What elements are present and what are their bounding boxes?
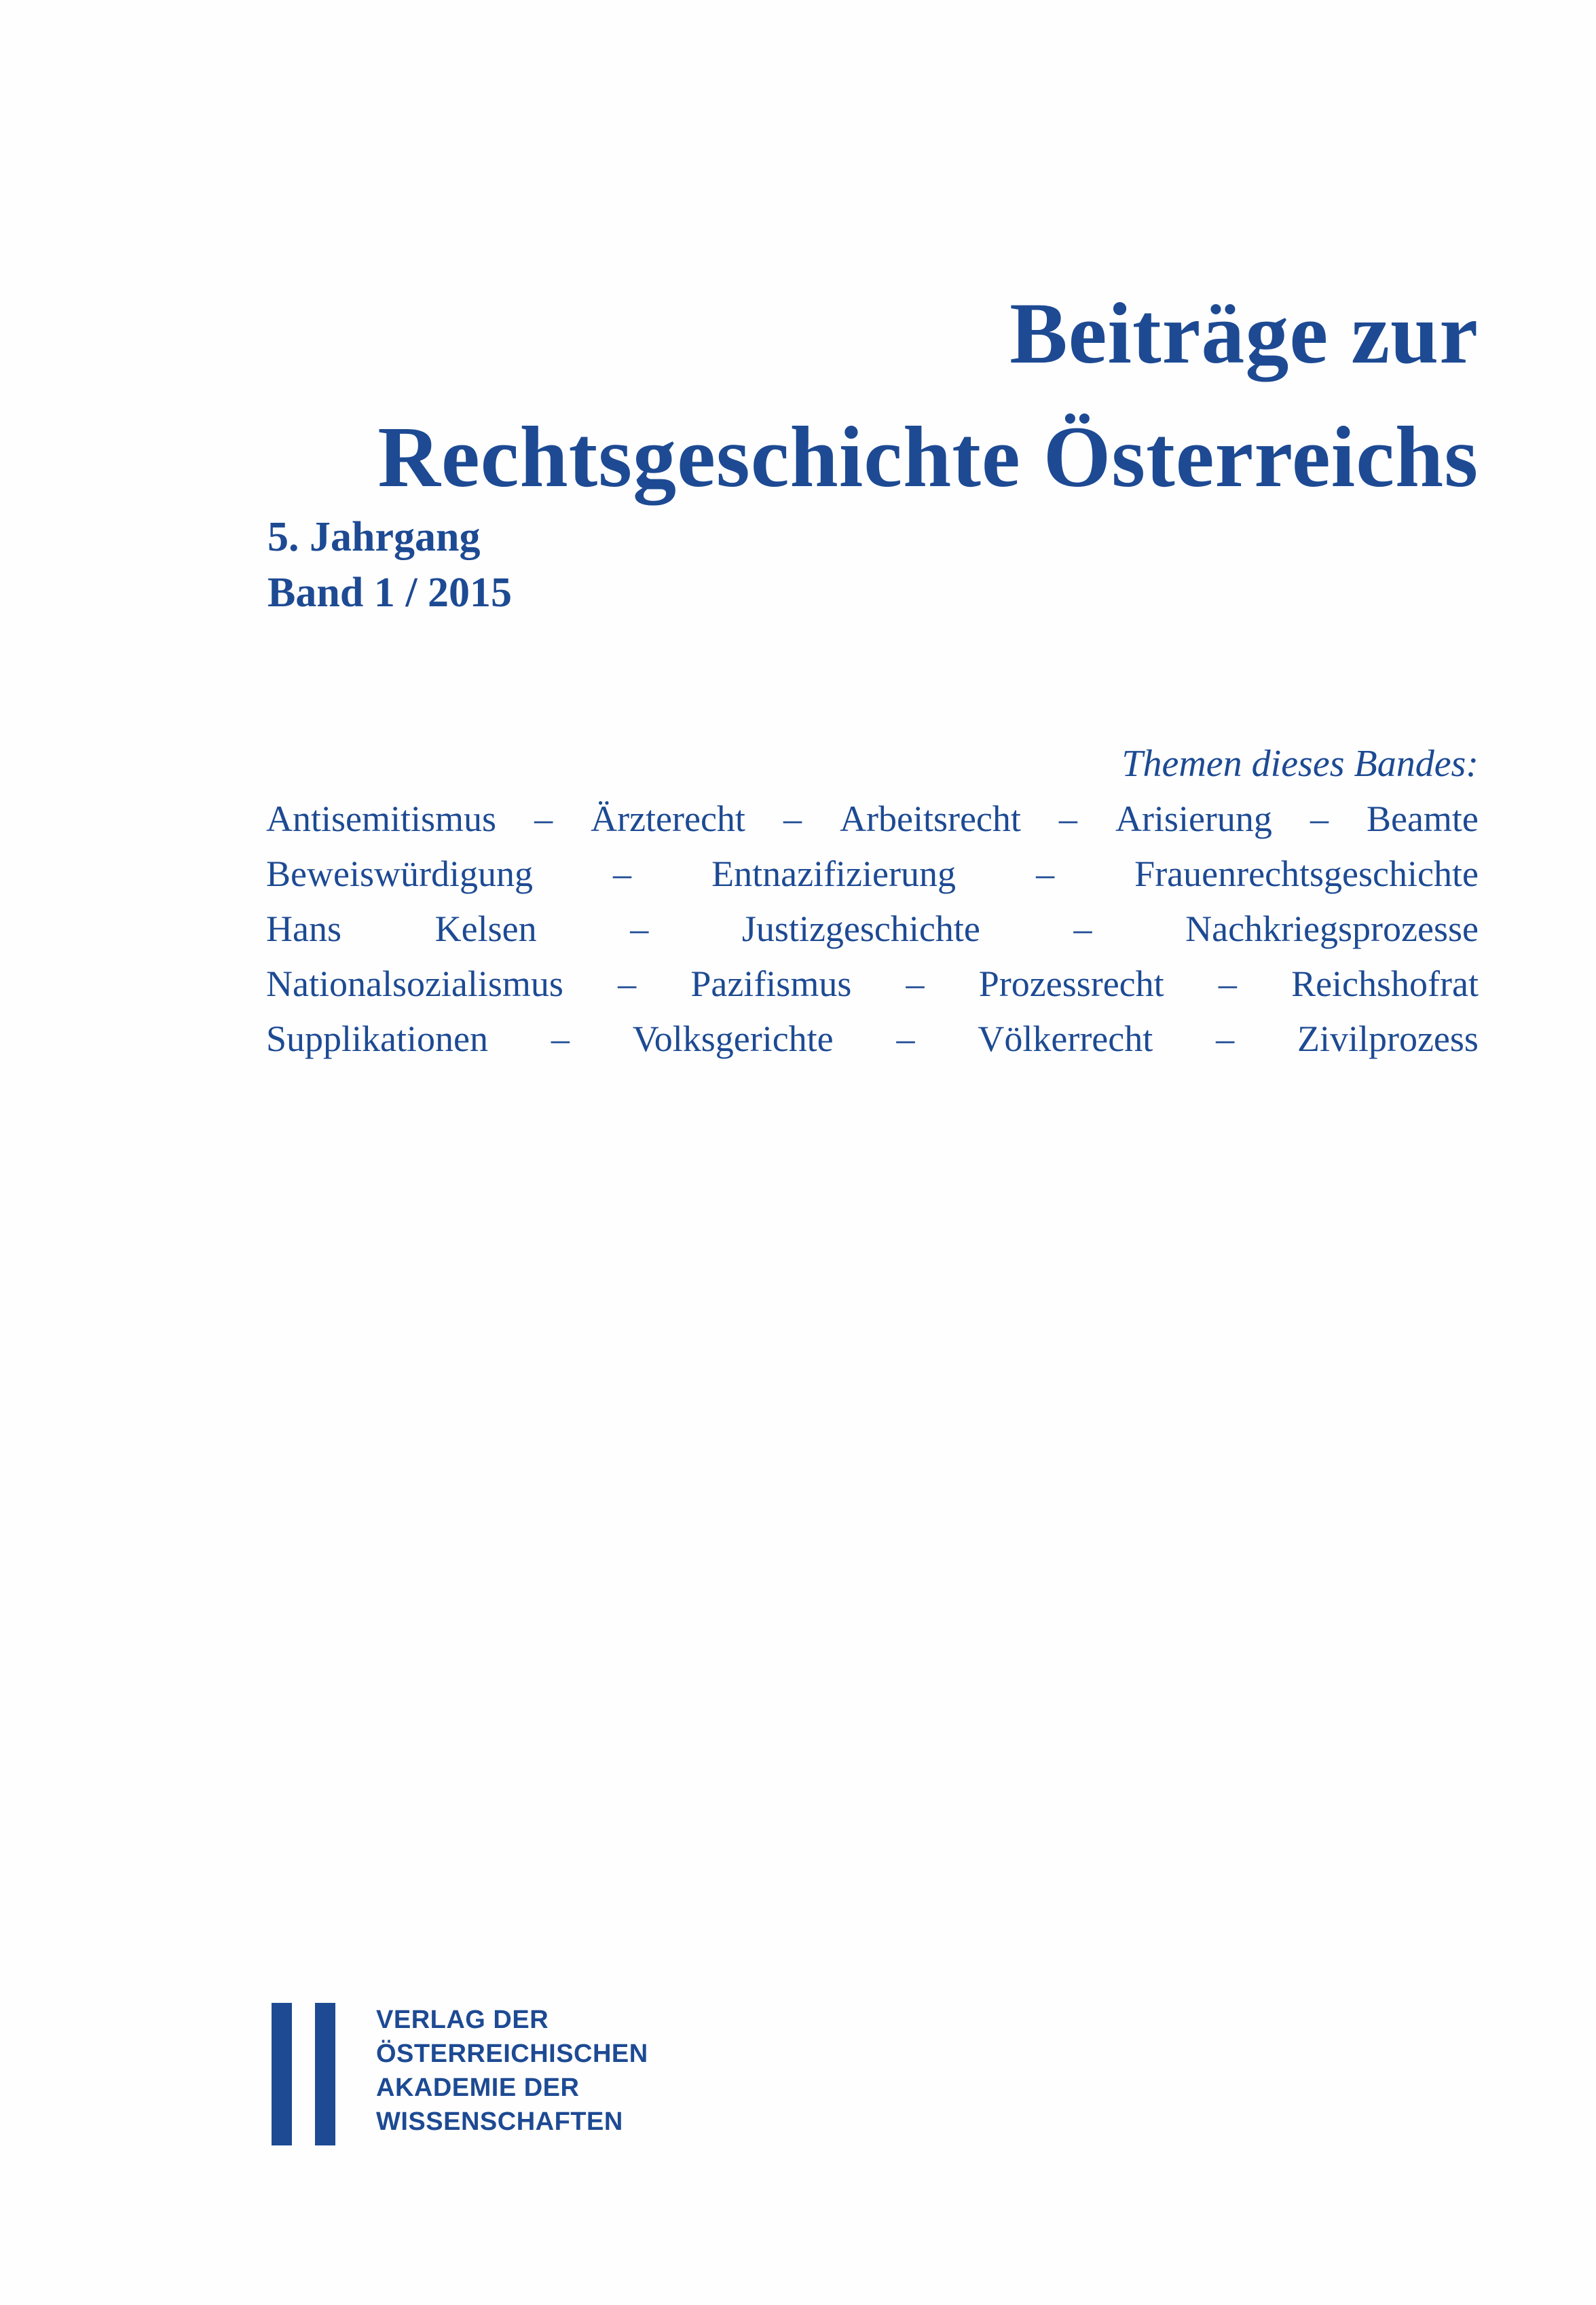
theme-item: Völkerrecht	[978, 1018, 1153, 1059]
theme-item: Arbeitsrecht	[840, 798, 1021, 839]
themes-row-4	[266, 957, 1479, 1012]
theme-item: Nationalsozialismus	[266, 963, 563, 1004]
theme-item: Beamte	[1366, 798, 1479, 839]
publisher-line: ÖSTERREICHISCHEN	[376, 2040, 648, 2068]
theme-separator: –	[1073, 908, 1092, 949]
themes-row-2	[266, 847, 1479, 902]
theme-separator: –	[1036, 853, 1055, 894]
theme-item: Hans	[266, 908, 341, 949]
themes-heading: Themen dieses Bandes:	[1121, 743, 1479, 785]
theme-separator: –	[1216, 1018, 1235, 1059]
theme-item: Beweiswürdigung	[266, 853, 533, 894]
publisher-line: WISSENSCHAFTEN	[376, 2107, 623, 2136]
theme-separator: –	[618, 963, 637, 1004]
theme-item: Volksgerichte	[632, 1018, 834, 1059]
theme-separator: –	[551, 1018, 570, 1059]
theme-item: Reichshofrat	[1291, 963, 1479, 1004]
theme-item: Nachkriegsprozesse	[1185, 908, 1479, 949]
theme-separator: –	[1058, 798, 1077, 839]
logo-bar-icon	[272, 2003, 292, 2145]
theme-item: Antisemitismus	[266, 798, 497, 839]
theme-item: Entnazifizierung	[711, 853, 956, 894]
publisher-line: AKADEMIE DER	[376, 2073, 580, 2102]
publisher-name	[376, 2003, 648, 2139]
title-line-1: Beiträge zur	[1009, 285, 1479, 382]
theme-separator: –	[613, 853, 632, 894]
theme-separator: –	[1218, 963, 1237, 1004]
theme-item: Prozessrecht	[978, 963, 1164, 1004]
publisher-line: VERLAG DER	[376, 2006, 549, 2034]
theme-separator: –	[1310, 798, 1329, 839]
title-line-2: Rechtsgeschichte Österreichs	[377, 409, 1479, 505]
themes-row-5	[266, 1012, 1479, 1067]
theme-item: Justizgeschichte	[741, 908, 980, 949]
volume-info	[267, 509, 512, 621]
theme-item: Ärzterecht	[591, 798, 745, 839]
theme-item: Frauenrechtsgeschichte	[1134, 853, 1479, 894]
volume-band: Band 1 / 2015	[267, 570, 513, 616]
theme-item: Arisierung	[1115, 798, 1272, 839]
theme-item: Supplikationen	[266, 1018, 488, 1059]
theme-separator: –	[783, 798, 802, 839]
theme-separator: –	[630, 908, 649, 949]
themes-row-1	[266, 792, 1479, 847]
volume-jahrgang: 5. Jahrgang	[267, 514, 481, 560]
cover-title	[263, 272, 1479, 519]
theme-item: Kelsen	[434, 908, 537, 949]
publisher-logo	[272, 2003, 648, 2145]
themes-row-3	[266, 902, 1479, 957]
logo-bar-icon	[315, 2003, 335, 2145]
themes-list	[266, 792, 1479, 1067]
theme-item: Zivilprozess	[1297, 1018, 1479, 1059]
theme-item: Pazifismus	[690, 963, 852, 1004]
theme-separator: –	[896, 1018, 915, 1059]
theme-separator: –	[534, 798, 553, 839]
theme-separator: –	[906, 963, 925, 1004]
